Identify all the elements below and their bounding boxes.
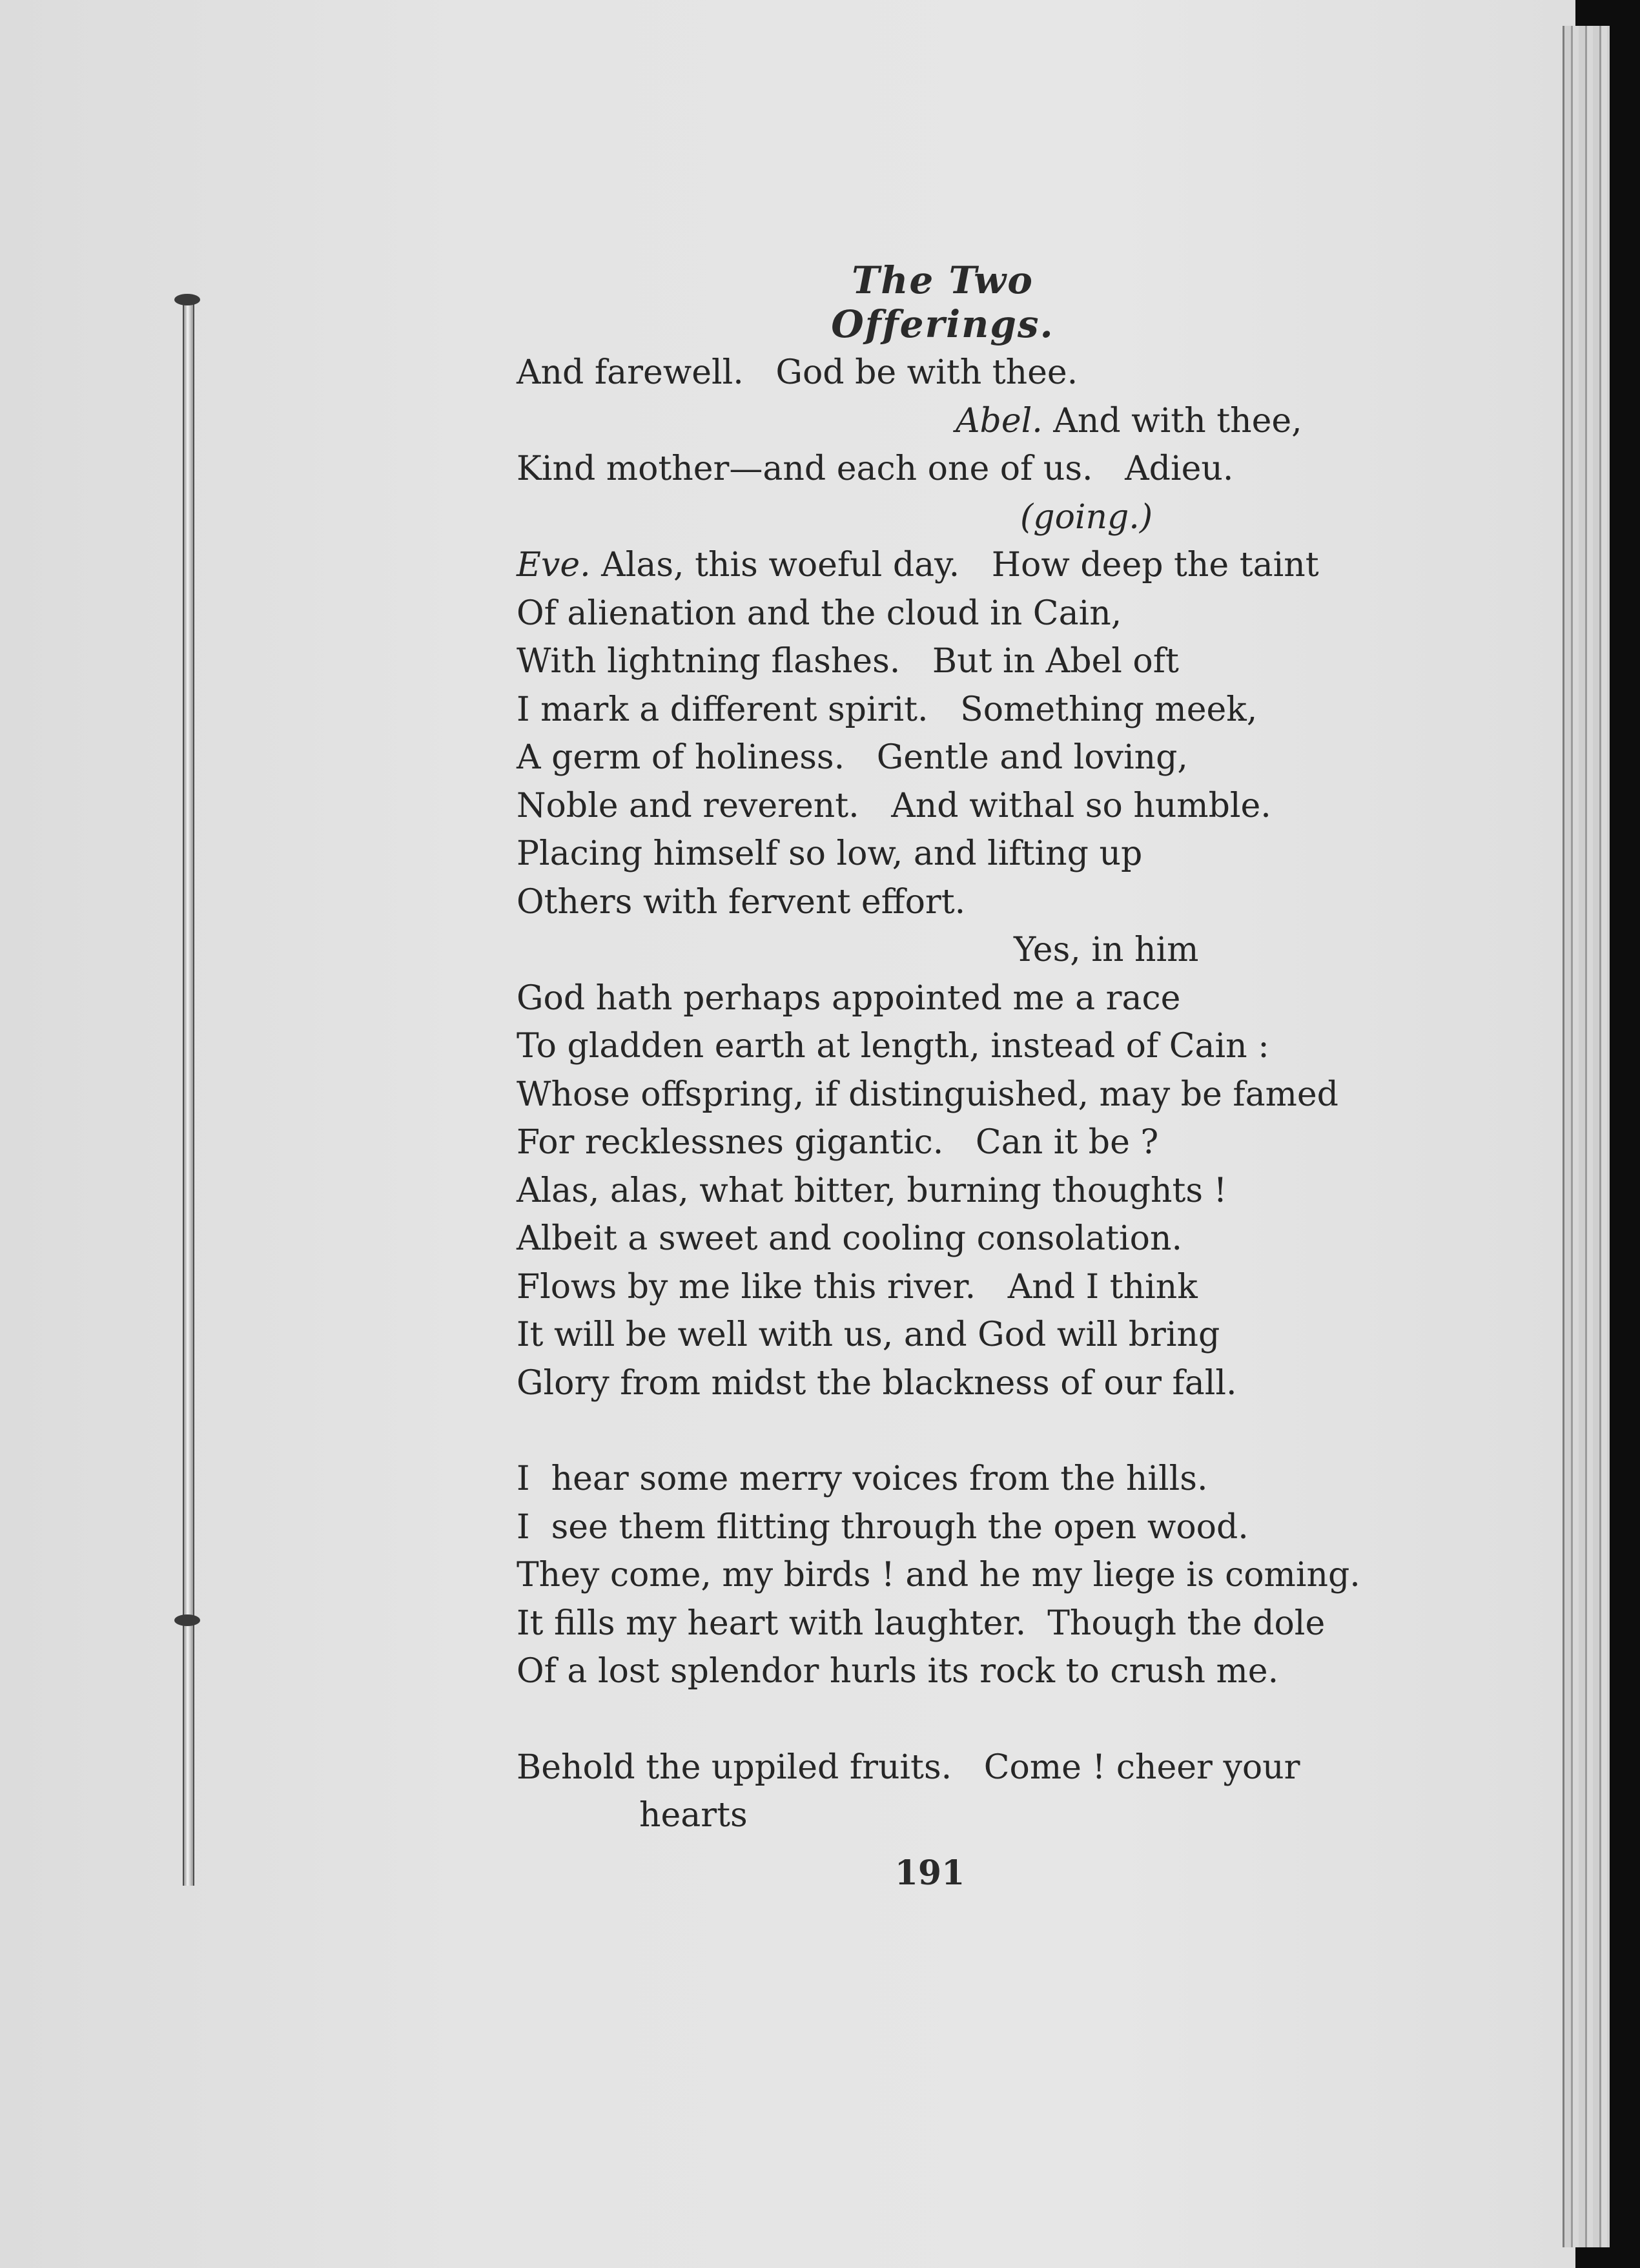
running-head: The Two Offerings. xyxy=(831,258,1054,346)
speaker-name: Eve. xyxy=(517,546,591,584)
poem-line: Albeit a sweet and cooling consolation. xyxy=(517,1219,1183,1258)
poem-line: Of alienation and the cloud in Cain, xyxy=(517,593,1122,633)
poem-line: Alas, alas, what bitter, burning thoughts ! xyxy=(517,1171,1227,1210)
page-number: 191 xyxy=(894,1853,965,1893)
poem-line: I hear some merry voices from the hills. xyxy=(517,1459,1208,1498)
poem-line: And farewell. God be with thee. xyxy=(517,353,1078,392)
stanza-break xyxy=(517,1407,1433,1455)
poem-line: Flows by me like this river. And I think xyxy=(517,1267,1198,1306)
poem-line: With lightning flashes. But in Abel oft xyxy=(517,642,1179,681)
poem-line: God hath perhaps appointed me a race xyxy=(517,978,1181,1018)
poem-line: Behold the uppiled fruits. Come ! cheer your xyxy=(517,1747,1300,1787)
poem-line: To gladden earth at length, instead of Cain : xyxy=(517,1027,1269,1066)
poem-line: It fills my heart with laughter. Though the dole xyxy=(517,1603,1326,1643)
poem-line: Of a lost splendor hurls its rock to crush me. xyxy=(517,1652,1279,1691)
thread-knot-top xyxy=(174,294,200,305)
page-edges xyxy=(1563,26,1610,2247)
stage-direction: (going.) xyxy=(1020,497,1153,537)
poem-text xyxy=(517,349,1433,1840)
poem-line: hearts xyxy=(639,1796,748,1835)
poem-line: Glory from midst the blackness of our fall. xyxy=(517,1363,1237,1403)
binding-thread xyxy=(183,297,194,1886)
poem-line: Whose offspring, if distinguished, may be famed xyxy=(517,1075,1338,1114)
line-text: Alas, this woeful day. How deep the taint xyxy=(590,546,1319,584)
line-text: And with thee, xyxy=(1042,401,1302,440)
poem-line: Others with fervent effort. xyxy=(517,882,966,922)
poem-line: Kind mother—and each one of us. Adieu. xyxy=(517,449,1234,488)
poem-line xyxy=(517,397,1433,446)
poem-line xyxy=(517,541,1433,590)
poem-line: A germ of holiness. Gentle and loving, xyxy=(517,738,1188,777)
poem-line: I mark a different spirit. Something meek, xyxy=(517,690,1258,729)
poem-line: For recklessnes gigantic. Can it be ? xyxy=(517,1123,1159,1162)
poem-line: Noble and reverent. And withal so humble. xyxy=(517,786,1271,825)
thread-knot-bottom xyxy=(174,1614,200,1626)
poem-line: Placing himself so low, and lifting up xyxy=(517,834,1143,873)
stanza-break xyxy=(517,1696,1433,1744)
poem-line: I see them flitting through the open wood. xyxy=(517,1507,1249,1547)
poem-line: They come, my birds ! and he my liege is coming. xyxy=(517,1556,1360,1594)
poem-line: Yes, in him xyxy=(1014,931,1199,969)
poem-line: It will be well with us, and God will bring xyxy=(517,1315,1220,1354)
speaker-name: Abel. xyxy=(956,401,1043,440)
